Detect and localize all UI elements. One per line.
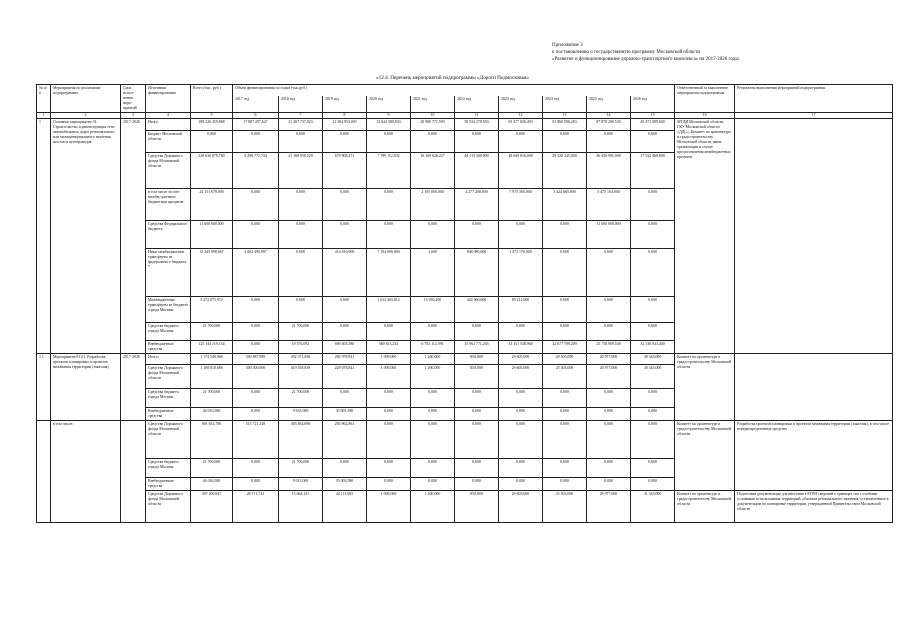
funding-source: Средства Дорожного фонда Московской области [146,491,191,523]
year-value: 0,000 [455,131,499,153]
group-3-responsible-2: Комитет по архитектуре и градостроительству Московской области [675,491,735,523]
year-value: 0,000 [411,408,455,421]
year-value: 32 138 043,400 [631,341,675,354]
table-row [37,119,893,131]
year-value: 0,000 [631,249,675,297]
funding-source: Бюджет Московской области [146,131,191,153]
col-index: 3 [121,113,146,119]
col-head-num: № п/п [37,85,51,113]
funding-source: Средства Дорожного фонда Московской области [146,421,191,459]
year-value: 0,000 [455,459,499,478]
year-value: 0,000 [367,189,411,221]
group-2-responsible: Комитет по архитектуре и градостроительству Московской области [675,354,735,421]
col-head-event: Мероприятия по реализации подпрограммы [51,85,121,113]
total-value: 1 108 818,686 [191,365,233,389]
year-value: 0,000 [631,408,675,421]
col-head-year: 2022 год [455,96,499,112]
col-head-year: 2026 год [631,96,675,112]
year-value: 1 009,000 [367,354,411,365]
year-value: 49 649 816,000 [499,153,543,189]
events-table [36,84,893,523]
col-head-year: 2025 год [587,96,631,112]
col-index: 1 [37,113,51,119]
year-value: 0,000 [279,221,323,249]
year-value: 0,000 [499,421,543,459]
year-value: 0,000 [543,478,587,491]
funding-source: Средства бюджета города Москвы [146,459,191,478]
year-value: 0,000 [367,131,411,153]
year-value: 0,000 [631,297,675,323]
funding-source: Средства Федерального бюджета [146,221,191,249]
year-value: 1 200,000 [411,354,455,365]
year-value: 22 677 789,209 [543,341,587,354]
funding-source: Средства бюджета города Москвы [146,389,191,408]
year-value: 7 184 000,000 [367,249,411,297]
year-value: 29 605,000 [499,365,543,389]
year-value: 0,000 [367,389,411,408]
year-value: 0,000 [233,341,279,354]
year-value: 15 030,200 [411,297,455,323]
year-value: 569 813,233 [367,341,411,354]
year-value: 0,000 [323,459,367,478]
year-value: 0,000 [233,389,279,408]
year-value: 0,000 [323,389,367,408]
col-index: 6 [233,113,279,119]
year-value: 81 860 596,283 [543,119,587,131]
year-value: 0,000 [543,459,587,478]
year-value: 49 471 589,600 [631,119,675,131]
year-value: 0,000 [587,297,631,323]
year-value: 0,000 [499,221,543,249]
year-value: 0,000 [367,221,411,249]
year-value: 0,000 [587,389,631,408]
year-value: 283 962,861 [323,421,367,459]
year-value: 0,000 [411,389,455,408]
group-1-num: 1 [37,119,51,354]
year-value: 0,000 [543,131,587,153]
year-value: 21 700,000 [279,389,323,408]
col-index: 9 [367,113,411,119]
year-value: 0,000 [543,249,587,297]
year-value: 0,000 [543,297,587,323]
group-3-results-1: Разработка проектов планировки и проектов межевания территории (заказчик), в том числе перераспределенные средства [735,421,893,491]
funding-source: Итого: [146,354,191,365]
col-index: 15 [631,113,675,119]
header-line-3: «Развитие и функционирование дорожно-транспортного комплекса» на 2017-2026 годы [552,57,739,62]
year-value: 0,000 [455,221,499,249]
year-value: 0,000 [499,131,543,153]
year-value: 0,000 [455,323,499,341]
year-value: 0,000 [411,221,455,249]
year-value: 7 789 112,832 [367,153,411,189]
year-value: 87 878 290,530 [587,119,631,131]
year-value: 0,000 [411,421,455,459]
year-value: 1 473 179,000 [499,249,543,297]
year-value: 0,000 [499,408,543,421]
col-index: 4 [146,113,191,119]
year-value: 0,000 [367,421,411,459]
year-value: 25 303,000 [543,491,587,523]
col-index: 5 [191,113,233,119]
year-value: 12 044 380,843 [367,119,411,131]
funding-source: Средства Дорожного фонда Московской области [146,365,191,389]
total-value: 21 700,000 [191,389,233,408]
year-value: 0,000 [631,389,675,408]
year-value: 29 505,000 [543,354,587,365]
year-value: 0,000 [587,323,631,341]
year-value: 7 975 300,000 [499,189,543,221]
year-value: 21 168 958,029 [279,153,323,189]
group-3-num [37,421,51,523]
year-value: 0,000 [411,478,455,491]
year-value: 0,000 [631,478,675,491]
year-value: 0,000 [499,323,543,341]
year-value: 0,000 [367,323,411,341]
year-value: 515 721,249 [233,421,279,459]
col-index: 10 [411,113,455,119]
funding-source: в том числе за счет межбю-джетных бюджетных кредитов [146,189,191,221]
year-value: 424 960,000 [455,297,499,323]
year-value: 300 887,989 [233,354,279,365]
header-line-1: Приложение 3 [552,43,583,48]
funding-source: Итого [146,119,191,131]
year-value: 0,000 [323,131,367,153]
col-index: 12 [499,113,543,119]
year-value: 21 394 953,003 [323,119,367,131]
col-head-source: Источники финансирования [146,85,191,113]
total-value: 21 700,000 [191,459,233,478]
year-value: 11 600 000,000 [587,221,631,249]
col-head-results: Результаты выполнения мероприятий подпрограммы [735,85,893,113]
year-value: 30 345,000 [631,354,675,365]
year-value: 850,000 [455,491,499,523]
year-value: 0,000 [233,408,279,421]
year-value: 0,000 [323,297,367,323]
year-value: 0,000 [233,189,279,221]
total-value: 12 345 998,667 [191,249,233,297]
year-value: 85 212,000 [499,297,543,323]
year-value: 0,000 [367,408,411,421]
col-head-term: Срок испол-нения меро-приятий [121,85,146,113]
total-value: 125 144 119,134 [191,341,233,354]
year-value: 414 616,900 [323,249,367,297]
col-head-total: Всего (тыс. руб.) [191,85,233,113]
group-2-term: 2017-2026 [121,354,146,421]
year-value: 0,000 [543,408,587,421]
year-value: 0,000 [367,478,411,491]
year-value: 0,000 [411,131,455,153]
group-1-responsible: МТДИ Московской области, ГКУ Московской области «ДДС», Комитет по архитектуре и градостроительству Московской области, иные организации в случае предоставления межбюджетных кредитов [675,119,735,354]
total-value: 44 016,580 [191,478,233,491]
year-value: 28 171,741 [233,491,279,523]
year-value: 0,000 [279,297,323,323]
year-value: 2 105 000,000 [411,189,455,221]
year-value: 21 700,000 [279,459,323,478]
col-head-year: 2019 год [323,96,367,112]
total-value: 24 151 679,000 [191,189,233,221]
funding-source: Внебюджетные средства [146,341,191,354]
year-value: 1 009,000 [367,365,411,389]
group-3-results-2: Подготовка документации для внесения в ЕГРН сведений о границах зон с особыми условиями использования территорий, объектов регионального значения, установленных в документации по планировке территории, утвержденной Правительством Московской области [735,491,893,523]
year-value: 31 345,000 [631,491,675,523]
year-value: 5 475 164,000 [587,189,631,221]
year-value: 15 664,141 [279,491,323,523]
year-value: 15 962 771,265 [455,341,499,354]
group-3-event: в том числе: [51,421,121,523]
col-index: 8 [323,113,367,119]
col-head-year: 2020 год [367,96,411,112]
document-title: «12.4. Перечень мероприятий подпрограммы «Дороги Подмосковья» [376,75,529,81]
year-value: 0,000 [323,189,367,221]
year-value: 30 345,000 [631,365,675,389]
year-value: 6 703 112,091 [411,341,455,354]
year-value: 0,000 [279,189,323,221]
group-1-event: Основное мероприятие 01. Строительство и реконструкция сети автомобильных дорог регионального или межмуниципального значения, мостов и путепроводов [51,119,121,354]
col-head-by-years: Объем финансирования по годам (тыс.руб.) [233,85,675,97]
year-value: 1,000 [411,249,455,297]
year-value: 848 080,000 [455,249,499,297]
group-2-event: Мероприятие 01.01. Разработка проектов планировки и проектов межевания территории (заказчик) [51,354,121,421]
year-value: 850,000 [455,354,499,365]
year-value: 0,000 [323,221,367,249]
year-value: 16 169 626,227 [411,153,455,189]
year-value: 0,000 [499,478,543,491]
year-value: 0,000 [631,421,675,459]
year-value: 419 018,839 [279,365,323,389]
year-value: 17 532 468,800 [631,153,675,189]
year-value: 46 458 981,000 [587,153,631,189]
year-value: 0,000 [279,249,323,297]
year-value: 689 403,580 [323,341,367,354]
year-value: 9 653,000 [279,408,323,421]
year-value: 0,000 [455,478,499,491]
year-value: 25 303,000 [543,365,587,389]
col-index: 13 [543,113,587,119]
year-value: 0,000 [367,459,411,478]
year-value: 679 808,471 [323,153,367,189]
year-value: 0,000 [499,389,543,408]
year-value: 0,000 [455,421,499,459]
year-value: 282 978,841 [323,354,367,365]
group-3-term [121,421,146,523]
year-value: 21 267 737,023 [279,119,323,131]
total-value: 220 630 878,760 [191,153,233,189]
year-value: 35 003,580 [323,478,367,491]
col-index: 7 [279,113,323,119]
year-value: 21 700,000 [279,323,323,341]
year-value: 20 977,000 [587,365,631,389]
col-head-responsible: Ответственный за выполнение мероприятия подпрограммы [675,85,735,113]
total-value: 1 174 540,966 [191,354,233,365]
year-value: 4 277 200,000 [455,189,499,221]
table-row [37,354,893,365]
year-value: 9 013,000 [279,478,323,491]
year-value: 0,000 [631,189,675,221]
year-value: 850,000 [455,365,499,389]
year-value: 25 758 909,530 [587,341,631,354]
year-value: 0,000 [455,389,499,408]
year-value: 0,000 [233,221,279,249]
funding-source: Иные межбюджетные трансферты из федерального бюджета * [146,249,191,297]
col-index: 16 [675,113,735,119]
year-value: 0,000 [587,408,631,421]
year-value: 29 520 245,000 [543,153,587,189]
total-value: 0,000 [191,131,233,153]
year-value: 1 200,000 [411,365,455,389]
year-value: 0,000 [233,131,279,153]
year-value: 20 977,000 [587,354,631,365]
year-value: 0,000 [631,131,675,153]
funding-source: Внебюджетные средства [146,478,191,491]
table-row [37,491,893,523]
year-value: 300 300,000 [233,365,279,389]
year-value: 29 977,000 [587,491,631,523]
year-value: 0,000 [587,478,631,491]
header-line-2: к постановлению о государственную программу Московской области [552,50,701,55]
col-head-year: 2017 год [233,96,279,112]
year-value: 35 001,580 [323,408,367,421]
col-head-year: 2018 год [279,96,323,112]
year-value: 0,000 [233,297,279,323]
year-value: 452 371,836 [279,354,323,365]
group-2-results [735,354,893,421]
year-value: 0,000 [631,221,675,249]
year-value: 44 115 300,000 [455,153,499,189]
year-value: 0,000 [543,421,587,459]
year-value: 0,000 [233,323,279,341]
col-head-year: 2024 год [543,96,587,112]
year-value: 0,000 [587,131,631,153]
col-head-year: 2021 год [411,96,455,112]
year-value: 0,000 [587,421,631,459]
year-value: 1 012 363,812 [367,297,411,323]
year-value: 13 151 548,960 [499,341,543,354]
document-header [552,42,739,63]
year-value: 1 200,000 [411,491,455,523]
year-value: 0,000 [233,459,279,478]
year-value: 0,000 [455,408,499,421]
year-value: 0,000 [543,221,587,249]
group-2-num: 1.1 [37,354,51,421]
year-value: 0,000 [587,249,631,297]
col-index: 14 [587,113,631,119]
funding-source: Средства Дорожного фонда Московской области [146,153,191,189]
total-value: 5 272 075,972 [191,297,233,323]
funding-source: Межбюджетные трансферты из бюджета города Москвы [146,297,191,323]
col-index: 17 [735,113,893,119]
year-value: 0,000 [411,459,455,478]
group-3-responsible-1: Комитет по архитектуре и градостроительству Московской области [675,421,735,491]
year-value: 50 532 270,593 [455,119,499,131]
year-value: 0,000 [323,323,367,341]
year-value: 1 009,000 [367,491,411,523]
year-value: 0,000 [543,323,587,341]
year-value: 20 986 771,593 [411,119,455,131]
year-value: 0,000 [279,131,323,153]
year-value: 0,000 [233,478,279,491]
year-value: 44 113,965 [323,491,367,523]
total-value: 21 700,000 [191,323,233,341]
total-value: 189 226 459,868 [191,119,233,131]
year-value: 0,000 [411,323,455,341]
group-1-term: 2017-2026 [121,119,146,354]
year-value: 29 605,000 [499,354,543,365]
total-value: 44 016,580 [191,408,233,421]
col-index: 11 [455,113,499,119]
year-value: 0,000 [587,459,631,478]
total-value: 11 600 000,000 [191,221,233,249]
col-index: 2 [51,113,121,119]
year-value: 0,000 [543,389,587,408]
group-1-results [735,119,893,354]
year-value: 17 887 297,647 [233,119,279,131]
year-value: 19 576,092 [279,341,323,354]
year-value: 3 424 665,000 [543,189,587,221]
year-value: 8 298 772,744 [233,153,279,189]
year-value: 29 605,000 [499,491,543,523]
table-row [37,421,893,459]
year-value: 0,000 [499,459,543,478]
funding-source: Средства бюджета города Москвы [146,323,191,341]
year-value: 65 477 656,493 [499,119,543,131]
year-value: 0,000 [631,323,675,341]
year-value: 229 078,841 [323,365,367,389]
funding-source: Внебюджетные средства [146,408,191,421]
year-value: 403 854,690 [279,421,323,459]
year-value: 4 002 490,897 [233,249,279,297]
col-head-year: 2023 год [499,96,543,112]
total-value: 801 814,780 [191,421,233,459]
total-value: 307 200,847 [191,491,233,523]
year-value: 0,000 [631,459,675,478]
